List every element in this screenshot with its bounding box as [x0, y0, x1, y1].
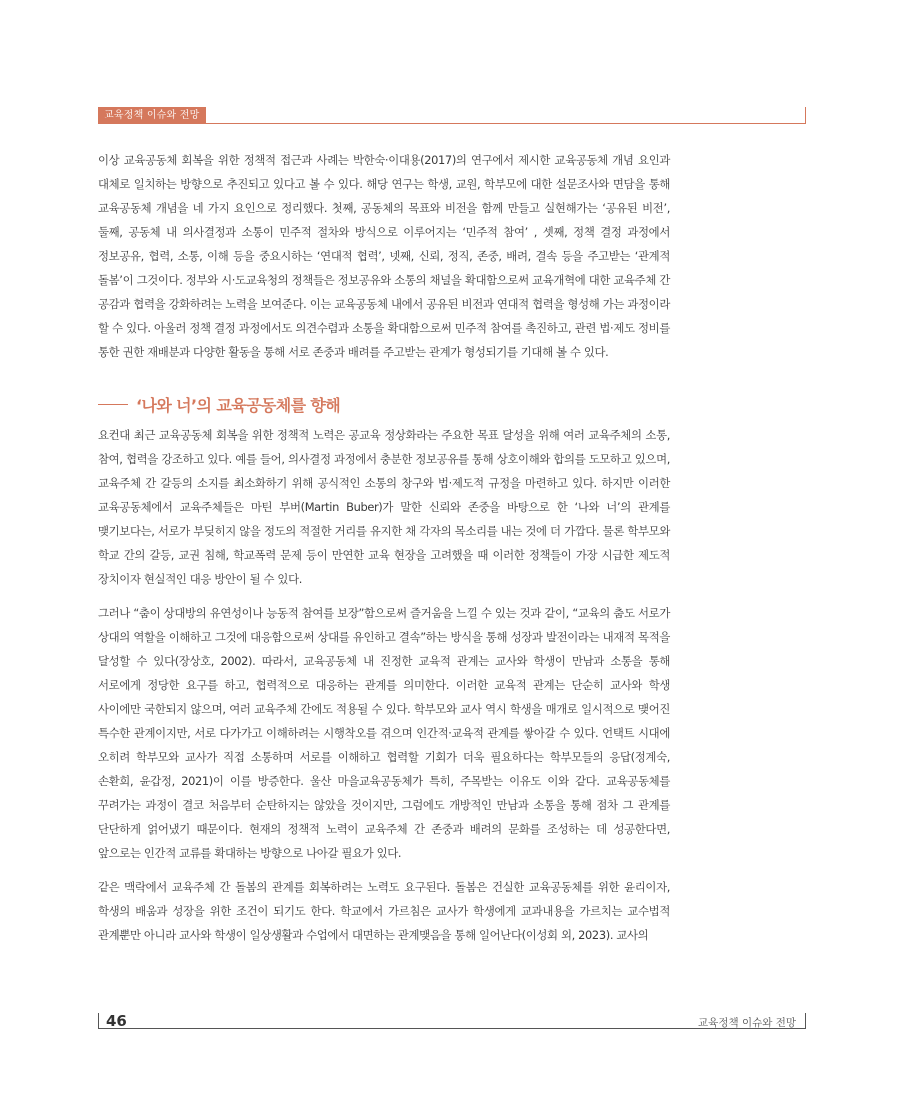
- section-heading: [98, 389, 670, 419]
- footer-right-tick: [805, 1013, 806, 1029]
- body-paragraph-1: 요컨대 최근 교육공동체 회복을 위한 정책적 노력은 공교육 정상화라는 주요한 목표 달성을 위해 여러 교육주체의 소통, 참여, 협력을 강조하고 있다. 예를 들어, 의사결정 과정에서 충분한 정보공유를 통해 상호이해와 합의를 도모하고 있으며, 교육주체 간 갈등의 소지를 최소화하기 위해 공식적인 소통의 창구와 법·제도적 규정을 마련하고 있다. 하지만 이러한 교육공동체에서 교육주체들은 마틴 부버(Martin Buber)가 말한 신뢰와 존중을 바탕으로 한 ‘나와 너’의 관계를 맺기보다는, 서로가 부딪히지 않을 정도의 적절한 거리를 유지한 채 각자의 목소리를 내는 것에 더 가깝다. 물론 학부모와 학교 간의 갈등, 교권 침해, 학교폭력 문제 등이 만연한 교육 현장을 고려했을 때 이러한 정책들이 가장 시급한 제도적 장치이자 현실적인 대응 방안이 될 수 있다.: [98, 428, 670, 586]
- body-paragraph-3: 같은 맥락에서 교육주체 간 돌봄의 관계를 회복하려는 노력도 요구된다. 돌봄은 건실한 교육공동체를 위한 윤리이자, 학생의 배움과 성장을 위한 조건이 되기도 한다. 학교에서 가르침은 교사가 학생에게 교과내용을 가르치는 교수법적 관계뿐만 아니라 교사와 학생이 일상생활과 수업에서 대면하는 관계맺음을 통해 일어난다(이성회 외, 2023). 교사의: [98, 880, 670, 942]
- article-body: [98, 148, 670, 957]
- header-right-tick: [805, 107, 806, 124]
- footer-left-tick: [98, 1013, 99, 1029]
- section-title: ‘나와 너’의 교육공동체를 향해: [136, 395, 341, 415]
- intro-paragraph: 이상 교육공동체 회복을 위한 정책적 접근과 사례는 박한숙·이대용(2017)의 연구에서 제시한 교육공동체 개념 요인과 대체로 일치하는 방향으로 추진되고 있다고 볼 수 있다. 해당 연구는 학생, 교원, 학부모에 대한 설문조사와 면담을 통해 교육공동체 개념을 네 가지 요인으로 정리했다. 첫째, 공동체의 목표와 비전을 함께 만들고 실현해가는 ‘공유된 비전’, 둘째, 공동체 내 의사결정과 소통이 민주적 절차와 방식으로 이루어지는 ‘민주적 참여’ , 셋째, 정책 결정 과정에서 정보공유, 협력, 소통, 이해 등을 중요시하는 ‘연대적 협력’, 넷째, 신뢰, 정직, 존중, 배려, 결속 등을 주고받는 ‘관계적 돌봄’이 그것이다. 정부와 시·도교육청의 정책들은 정보공유와 소통의 채널을 확대함으로써 교육개혁에 대한 교육주체 간 공감과 협력을 강화하려는 노력을 보여준다. 이는 교육공동체 내에서 공유된 비전과 연대적 협력을 형성해 가는 과정이라 할 수 있다. 아울러 정책 결정 과정에서도 의견수렴과 소통을 확대함으로써 민주적 참여를 촉진하고, 관련 법·제도 정비를 통한 권한 재배분과 다양한 활동을 통해 서로 존중과 배려를 주고받는 관계가 형성되기를 기대해 볼 수 있다.: [98, 153, 670, 359]
- body-paragraph-2: 그러나 “춤이 상대방의 유연성이나 능동적 참여를 보장”함으로써 즐거움을 느낄 수 있는 것과 같이, “교육의 춤도 서로가 상대의 역할을 이해하고 그것에 대응함으로써 상대를 유인하고 결속”하는 방식을 통해 성장과 발전이라는 내재적 목적을 달성할 수 있다(장상호, 2002). 따라서, 교육공동체 내 진정한 교육적 관계는 교사와 학생이 만남과 소통을 통해 서로에게 정당한 요구를 하고, 협력적으로 대응하는 관계를 의미한다. 이러한 교육적 관계는 단순히 교사와 학생 사이에만 국한되지 않으며, 여러 교육주체 간에도 적용될 수 있다. 학부모와 교사 역시 학생을 매개로 일시적으로 맺어진 특수한 관계이지만, 서로 다가가고 이해하려는 시행착오를 겪으며 인간적·교육적 관계를 쌓아갈 수 있다. 언택트 시대에 오히려 학부모와 교사가 직접 소통하며 서로를 이해하고 협력할 기회가 더욱 필요하다는 학부모들의 응답(정계숙, 손환희, 윤갑정, 2021)이 이를 방증한다. 울산 마을교육공동체가 특히, 주목받는 이유도 이와 같다. 교육공동체를 꾸려가는 과정이 결코 처음부터 순탄하지는 않았을 것이지만, 그럼에도 개방적인 만남과 소통을 통해 점차 그 관계를 단단하게 얽어냈기 때문이다. 현재의 정책적 노력이 교육주체 간 존중과 배려의 문화를 조성하는 데 성공한다면, 앞으로는 인간적 교류를 확대하는 방향으로 나아갈 필요가 있다.: [98, 606, 670, 860]
- section-heading-rule: [98, 404, 128, 405]
- header-divider: [98, 123, 806, 124]
- footer-publication-title: 교육정책 이슈와 전망: [698, 1017, 796, 1029]
- page-number: 46: [106, 1012, 127, 1030]
- header-section-label: 교육정책 이슈와 전망: [98, 107, 206, 124]
